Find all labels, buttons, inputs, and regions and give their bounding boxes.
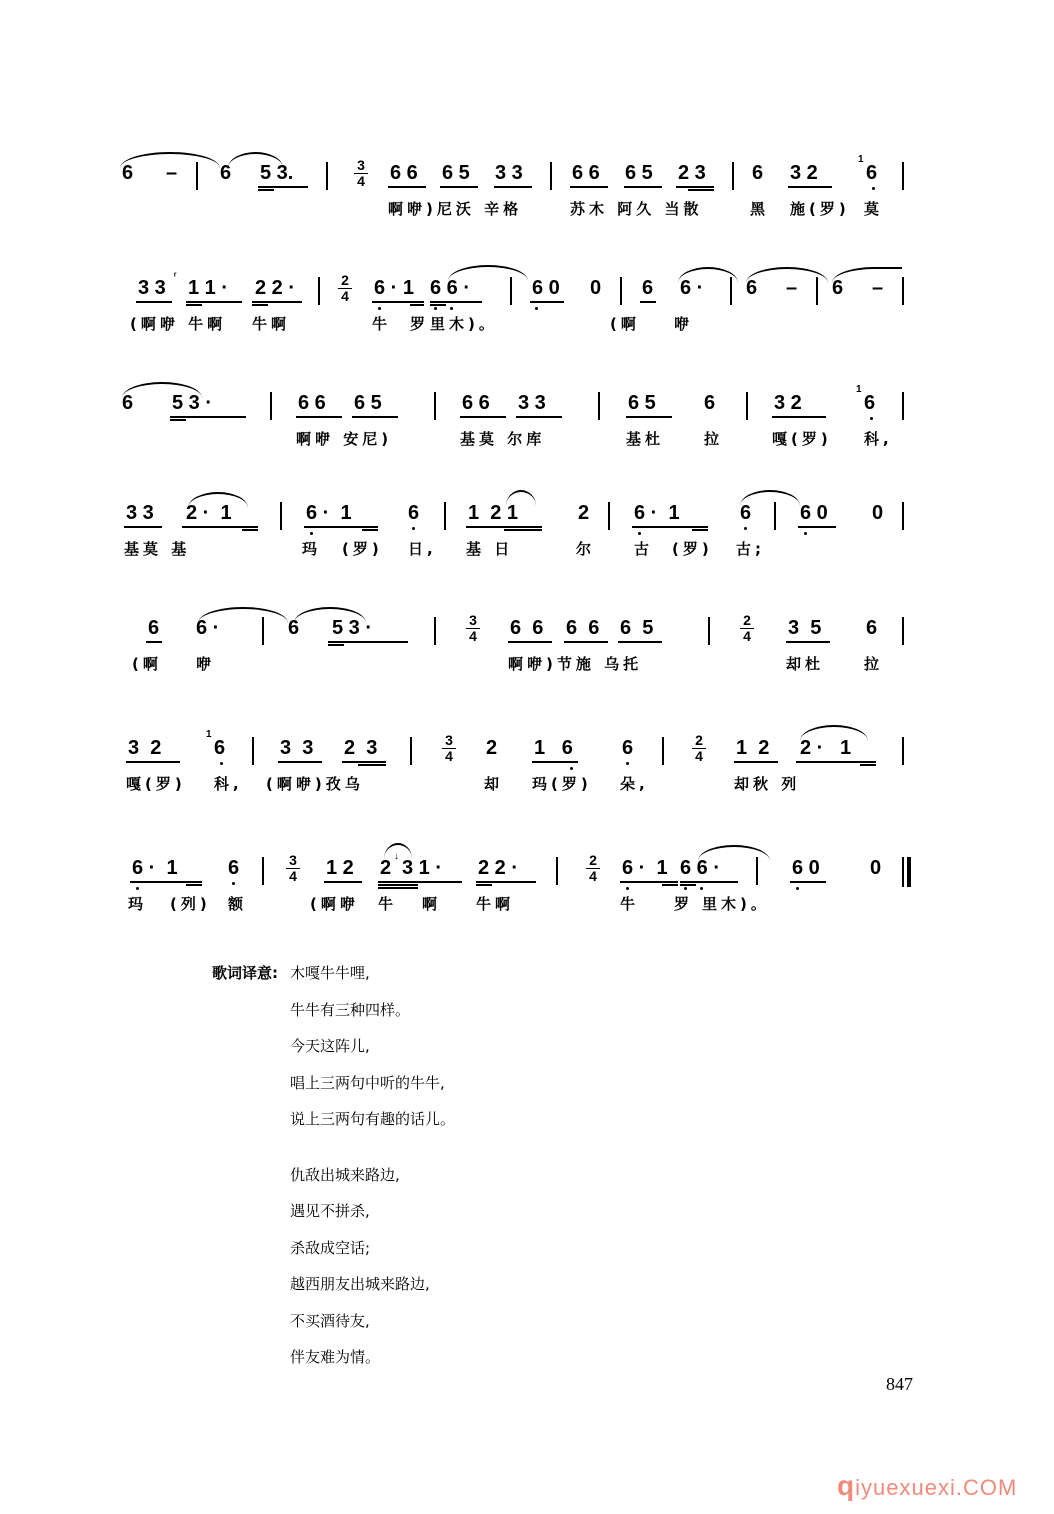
- time-signature: 3 4: [466, 613, 480, 644]
- lyrics-line: 啊咿 安尼) 基莫 尔库 基杜 拉 嘎(罗) 科,: [296, 430, 893, 448]
- barline: [732, 162, 734, 190]
- barline: [444, 502, 446, 530]
- barline: [434, 617, 436, 645]
- lyrics-line: 嘎(罗) 科, (啊咿)孜乌 却 玛(罗) 朵, 却秋 列: [126, 775, 801, 793]
- translation-line: 唱上三两句中听的牛牛,: [290, 1074, 445, 1092]
- barline: [556, 857, 558, 885]
- barline: [774, 502, 776, 530]
- barline: [902, 162, 904, 190]
- barline: [252, 737, 254, 765]
- barline: [902, 617, 904, 645]
- lyrics-line: 啊咿)尼沃 辛格 苏木 阿久 当散 黑 施(罗) 莫: [388, 200, 884, 218]
- translation-line: 不买酒待友,: [290, 1312, 370, 1330]
- time-signature: 2 4: [586, 853, 600, 884]
- translation-line: 木嘎牛牛哩,: [290, 964, 370, 982]
- notation-line: 6 6 · 6 5 3 · 3 4 6 6 6 6 6 5 2 4 3 5 6: [110, 617, 920, 657]
- barline: [902, 502, 904, 530]
- translation-line: 今天这阵儿,: [290, 1037, 370, 1055]
- staff-system-3: [110, 370, 920, 460]
- slur: [188, 492, 248, 508]
- barline: [730, 277, 732, 305]
- notation-line: 6 – 6 5 3. 3 4 6 6 6 5 3 3 6 6 6 5 2 3 6 3 2 1 6: [110, 162, 920, 202]
- notation-line: 3 3 2 · 1 6 · 1 6 1 2 1 2 6 · 1 6 6 0 0: [110, 502, 920, 542]
- lyrics-line: 玛 (列) 额 (啊咿 牛 啊 牛啊 牛 罗 里木)。: [128, 895, 770, 913]
- time-signature: 3 4: [286, 853, 300, 884]
- time-signature: 2 4: [692, 733, 706, 764]
- lyrics-line: 基莫 基 玛 (罗) 日, 基 日 尔 古 (罗) 古;: [124, 540, 765, 558]
- barline: [756, 857, 758, 885]
- translation-line: 仇敌出城来路边,: [290, 1166, 400, 1184]
- staff-system-1: [110, 140, 920, 230]
- translation-line: 说上三两句有趣的话儿。: [290, 1110, 456, 1128]
- slur: [832, 267, 902, 283]
- barline: [410, 737, 412, 765]
- translation-line: 杀敌成空话;: [290, 1239, 371, 1257]
- notation-line: 6 · 1 6 3 4 1 2 2 ↓ 3 1 · 2 2 · 2 4 6 · 1 6 6 · 6 0 0: [110, 857, 920, 897]
- staff-system-5: [110, 595, 920, 685]
- time-signature: 3 4: [354, 158, 368, 189]
- slur: [506, 490, 536, 506]
- barline: [550, 162, 552, 190]
- barline: [608, 502, 610, 530]
- barline: [318, 277, 320, 305]
- barline: [708, 617, 710, 645]
- staff-system-2: [110, 255, 920, 345]
- time-signature: 2 4: [338, 273, 352, 304]
- barline: [816, 277, 818, 305]
- slur: [740, 490, 800, 506]
- slur: [800, 725, 868, 741]
- lyrics-line: (啊 咿 啊咿)节施 乌托 却杜 拉: [132, 655, 884, 673]
- time-signature: 3 4: [442, 733, 456, 764]
- staff-system-7: [110, 835, 920, 925]
- barline: [434, 392, 436, 420]
- notation-line: 6 5 3 · 6 6 6 5 6 6 3 3 6 5 6 3 2 1 6: [110, 392, 920, 432]
- barline: [510, 277, 512, 305]
- translation-line: 伴友难为情。: [290, 1348, 381, 1366]
- translation-label: 歌词译意:: [212, 964, 278, 982]
- barline: [270, 392, 272, 420]
- slur: [198, 607, 288, 623]
- notation-line: 3 2 1 6 3 3 2 3 3 4 2 1 6 6 2 4 1 2 2 · 1: [110, 737, 920, 777]
- barline: [902, 737, 904, 765]
- slur: [294, 607, 366, 623]
- barline: [902, 277, 904, 305]
- slur: [448, 265, 528, 281]
- translation-line: 越西朋友出城来路边,: [290, 1275, 430, 1293]
- translation-line: 遇见不拼杀,: [290, 1202, 370, 1220]
- final-barline: [902, 857, 911, 887]
- barline: [902, 392, 904, 420]
- page-number: 847: [886, 1374, 913, 1394]
- barline: [620, 277, 622, 305]
- staff-system-6: [110, 715, 920, 805]
- lyrics-line: (啊咿 牛啊 牛啊 牛 罗 里木)。 (啊 咿: [130, 315, 694, 333]
- barline: [598, 392, 600, 420]
- barline: [196, 162, 198, 190]
- watermark: qiyuexuexi.COM: [837, 1470, 1018, 1501]
- barline: [746, 392, 748, 420]
- slur: [698, 845, 770, 861]
- staff-system-4: [110, 480, 920, 570]
- barline: [262, 857, 264, 885]
- slur: [384, 843, 412, 859]
- notation-line: 3 3 ʳ 1 1 · 2 2 · 2 4 6 · 1 6 6 · 6 0 0 6 6 · 6 – 6 –: [110, 277, 920, 317]
- barline: [280, 502, 282, 530]
- slur: [678, 267, 738, 283]
- barline: [262, 617, 264, 645]
- translation-line: 牛牛有三种四样。: [290, 1001, 411, 1019]
- barline: [326, 162, 328, 190]
- time-signature: 2 4: [740, 613, 754, 644]
- barline: [662, 737, 664, 765]
